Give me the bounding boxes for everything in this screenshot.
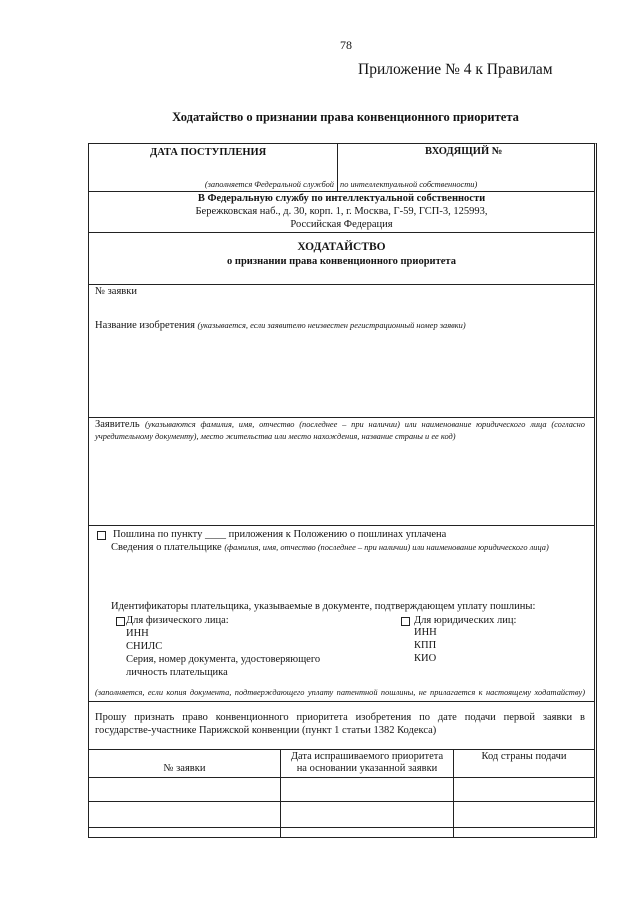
applicant-hint-1: (указываются фамилия, имя, отчество (последнее – при наличии) или наименование юридического лица (согласно: [144, 420, 585, 429]
receipt-date-label: ДАТА ПОСТУПЛЕНИЯ: [150, 147, 267, 158]
legal-entity-field-inn: ИНН: [414, 627, 437, 638]
petition-subheading: о признании права конвенционного приоритета: [227, 256, 456, 267]
table-cell: [89, 802, 280, 827]
payer-hint: (фамилия, имя, отчество (последнее – при наличии) или наименование юридического лица): [224, 543, 549, 552]
header-priority-date-cont: на основании указанной заявки: [296, 763, 438, 774]
individual-payer-checkbox: [116, 617, 125, 626]
addressee-address: Бережковская наб., д. 30, корп. 1, г. Москва, Г-59, ГСП-3, 125993,: [195, 206, 488, 217]
individual-field-snils: СНИЛС: [126, 641, 163, 652]
document-title: Ходатайство о признании права конвенционного приоритета: [172, 110, 519, 124]
request-line-2: государстве-участнике Парижской конвенции (пункт 1 статьи 1382 Кодекса): [95, 725, 437, 736]
invention-section: [89, 284, 594, 417]
table-row: [89, 777, 594, 801]
addressee-country: Российская Федерация: [290, 219, 393, 230]
invention-title-hint: (указывается, если заявителю неизвестен регистрационный номер заявки): [197, 321, 466, 330]
header-country-code: Код страны подачи: [481, 751, 567, 762]
legal-entity-field-kio: КИО: [414, 653, 437, 664]
request-section: [89, 701, 594, 749]
receipt-note-left: (заполняется Федеральной службой: [204, 180, 334, 189]
fee-note: (заполняется, если копия документа, подтверждающего уплату патентной пошлины, не прилагается к настоящему ходатайству): [95, 688, 585, 697]
petition-heading: ХОДАТАЙСТВО: [297, 241, 386, 253]
page-number: 78: [340, 38, 352, 52]
invention-title-field: [95, 319, 466, 332]
table-cell: [89, 778, 280, 801]
table-row: [89, 827, 594, 837]
applicant-hint-2: учредительному документу), место жительства или место нахождения, название страны и ее код): [95, 432, 456, 441]
individual-field-id-document-cont: личность плательщика: [126, 667, 228, 678]
receipt-note-right: по интеллектуальной собственности): [340, 180, 478, 189]
application-number-label: № заявки: [95, 286, 137, 297]
individual-field-id-document: Серия, номер документа, удостоверяющего: [126, 654, 321, 665]
legal-entity-checkbox: [401, 617, 410, 626]
table-cell: [281, 802, 453, 827]
individual-payer-label: Для физического лица:: [126, 615, 229, 626]
table-cell: [281, 778, 453, 801]
incoming-number-label: ВХОДЯЩИЙ №: [425, 146, 503, 157]
request-line-1: Прошу признать право конвенционного приоритета изобретения по дате подачи первой заявки в: [95, 712, 585, 723]
legal-entity-field-kpp: КПП: [414, 640, 437, 651]
invention-title-label: Название изобретения: [95, 320, 195, 331]
applicant-line-1: [95, 419, 585, 431]
fee-paid-checkbox: [97, 531, 106, 540]
table-cell: [281, 828, 453, 837]
fee-section: [89, 525, 594, 701]
addressee-name: В Федеральную службу по интеллектуальной собственности: [197, 193, 486, 204]
fee-paid-statement: Пошлина по пункту ____ приложения к Положению о пошлинах уплачена: [113, 529, 447, 540]
table-cell: [454, 828, 594, 837]
addressee-section: [89, 191, 594, 232]
table-cell: [89, 828, 280, 837]
table-row: [89, 801, 594, 827]
receipt-divider: [337, 144, 338, 191]
payer-identifiers-label: Идентификаторы плательщика, указываемые в документе, подтверждающем уплату пошлины:: [111, 601, 536, 612]
applicant-label: Заявитель: [95, 419, 140, 430]
applicant-section: [89, 417, 594, 525]
petition-heading-section: [89, 232, 594, 284]
table-header-row: [89, 750, 594, 777]
table-cell: [454, 778, 594, 801]
header-application-number: № заявки: [163, 763, 206, 774]
legal-entity-label: Для юридических лиц:: [414, 615, 517, 626]
petition-form: [88, 143, 597, 838]
priority-table: [89, 749, 594, 837]
table-cell: [454, 802, 594, 827]
payer-label: Сведения о плательщике: [111, 542, 222, 553]
receipt-section: [89, 144, 594, 191]
individual-field-inn: ИНН: [126, 628, 149, 639]
header-priority-date: Дата испрашиваемого приоритета: [290, 751, 444, 762]
payer-info-field: [111, 541, 549, 554]
appendix-label: Приложение № 4 к Правилам: [358, 61, 553, 78]
